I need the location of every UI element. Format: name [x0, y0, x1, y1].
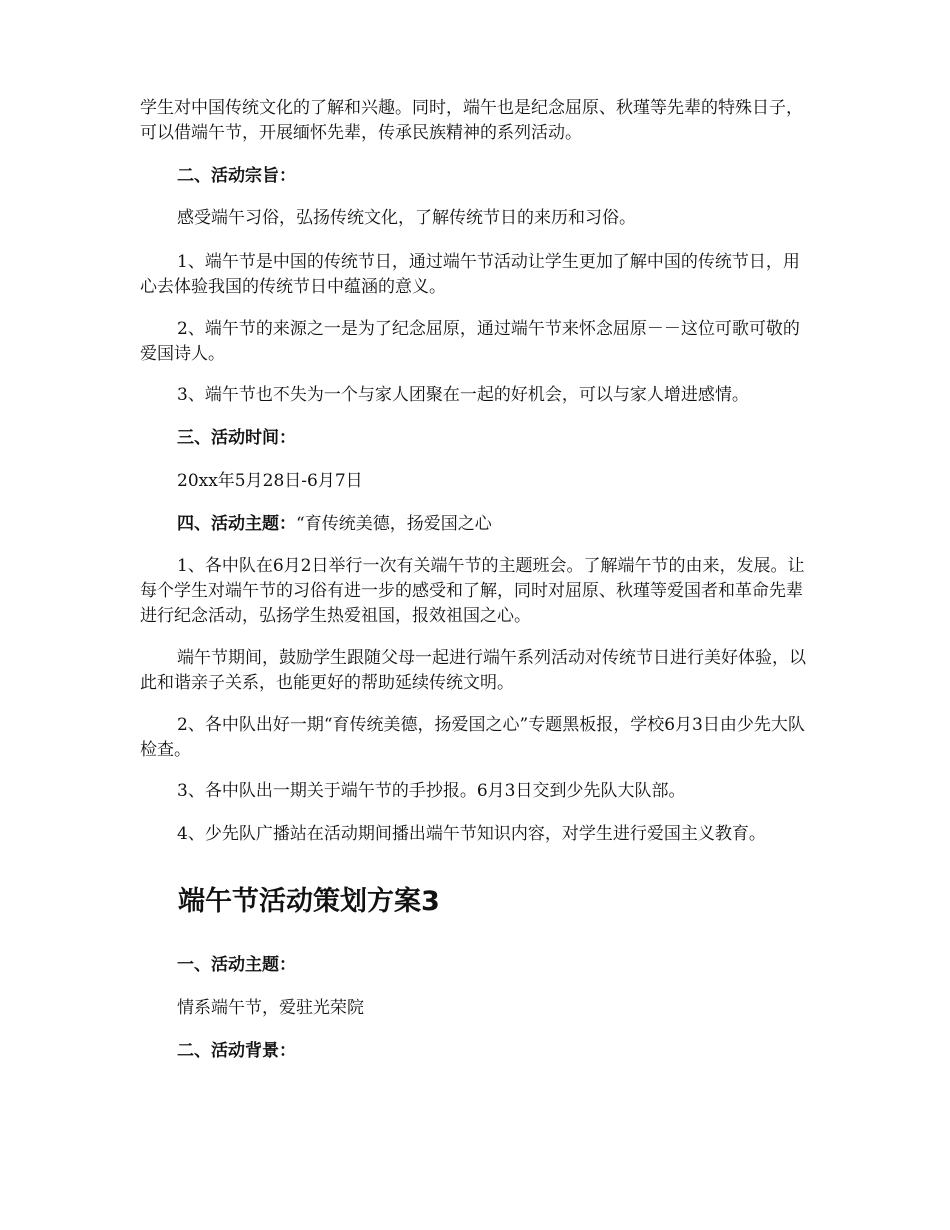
activity-item-1b: 端午节期间，鼓励学生跟随父母一起进行端午系列活动对传统节日进行美好体验，以此和谐亲子关系，也能更好的帮助延续传统文明。	[140, 648, 806, 693]
section-3-heading-theme: 一、活动主题：	[177, 955, 296, 975]
heading-time: 三、活动时间：	[177, 428, 296, 448]
heading-theme-label: 四、活动主题：	[177, 514, 296, 534]
activity-item-1: 1、各中队在6月2日举行一次有关端午节的主题班会。了解端午节的由来，发展。让每个学生对端午节的习俗有进一步的感受和了解，同时对屈原、秋瑾等爱国者和革命先辈进行纪念活动，弘扬学生热爱祖国，报效祖国之心。	[140, 556, 805, 626]
purpose-item-2: 2、端午节的来源之一是为了纪念屈原，通过端午节来怀念屈原－－这位可歌可敬的爱国诗人。	[140, 319, 800, 364]
purpose-item-3: 3、端午节也不失为一个与家人团聚在一起的好机会，可以与家人增进感情。	[177, 385, 749, 405]
heading-purpose: 二、活动宗旨：	[177, 166, 296, 186]
activity-item-2: 2、各中队出好一期“育传统美德，扬爱国之心”专题黑板报，学校6月3日由少先大队检查。	[140, 715, 805, 760]
purpose-paragraph: 感受端午习俗，弘扬传统文化，了解传统节日的来历和习俗。	[177, 208, 636, 228]
purpose-item-1: 1、端午节是中国的传统节日，通过端午节活动让学生更加了解中国的传统节日，用心去体验我国的传统节日中蕴涵的意义。	[140, 252, 800, 297]
section-3-theme-paragraph: 情系端午节，爱驻光荣院	[177, 998, 364, 1018]
intro-paragraph: 学生对中国传统文化的了解和兴趣。同时，端午也是纪念屈原、秋瑾等先辈的特殊日子，可以借端午节，开展缅怀先辈，传承民族精神的系列活动。	[140, 98, 803, 143]
time-paragraph: 20xx年5月28日-6月7日	[177, 471, 363, 491]
heading-theme	[140, 512, 812, 537]
activity-item-4: 4、少先队广播站在活动期间播出端午节知识内容，对学生进行爱国主义教育。	[177, 824, 766, 844]
section-3-heading-background: 二、活动背景：	[177, 1041, 296, 1061]
heading-theme-text: “育传统美德，扬爱国之心	[296, 514, 492, 534]
activity-item-3: 3、各中队出一期关于端午节的手抄报。6月3日交到少先队大队部。	[177, 781, 686, 801]
section-3-title: 端午节活动策划方案3	[178, 886, 440, 917]
